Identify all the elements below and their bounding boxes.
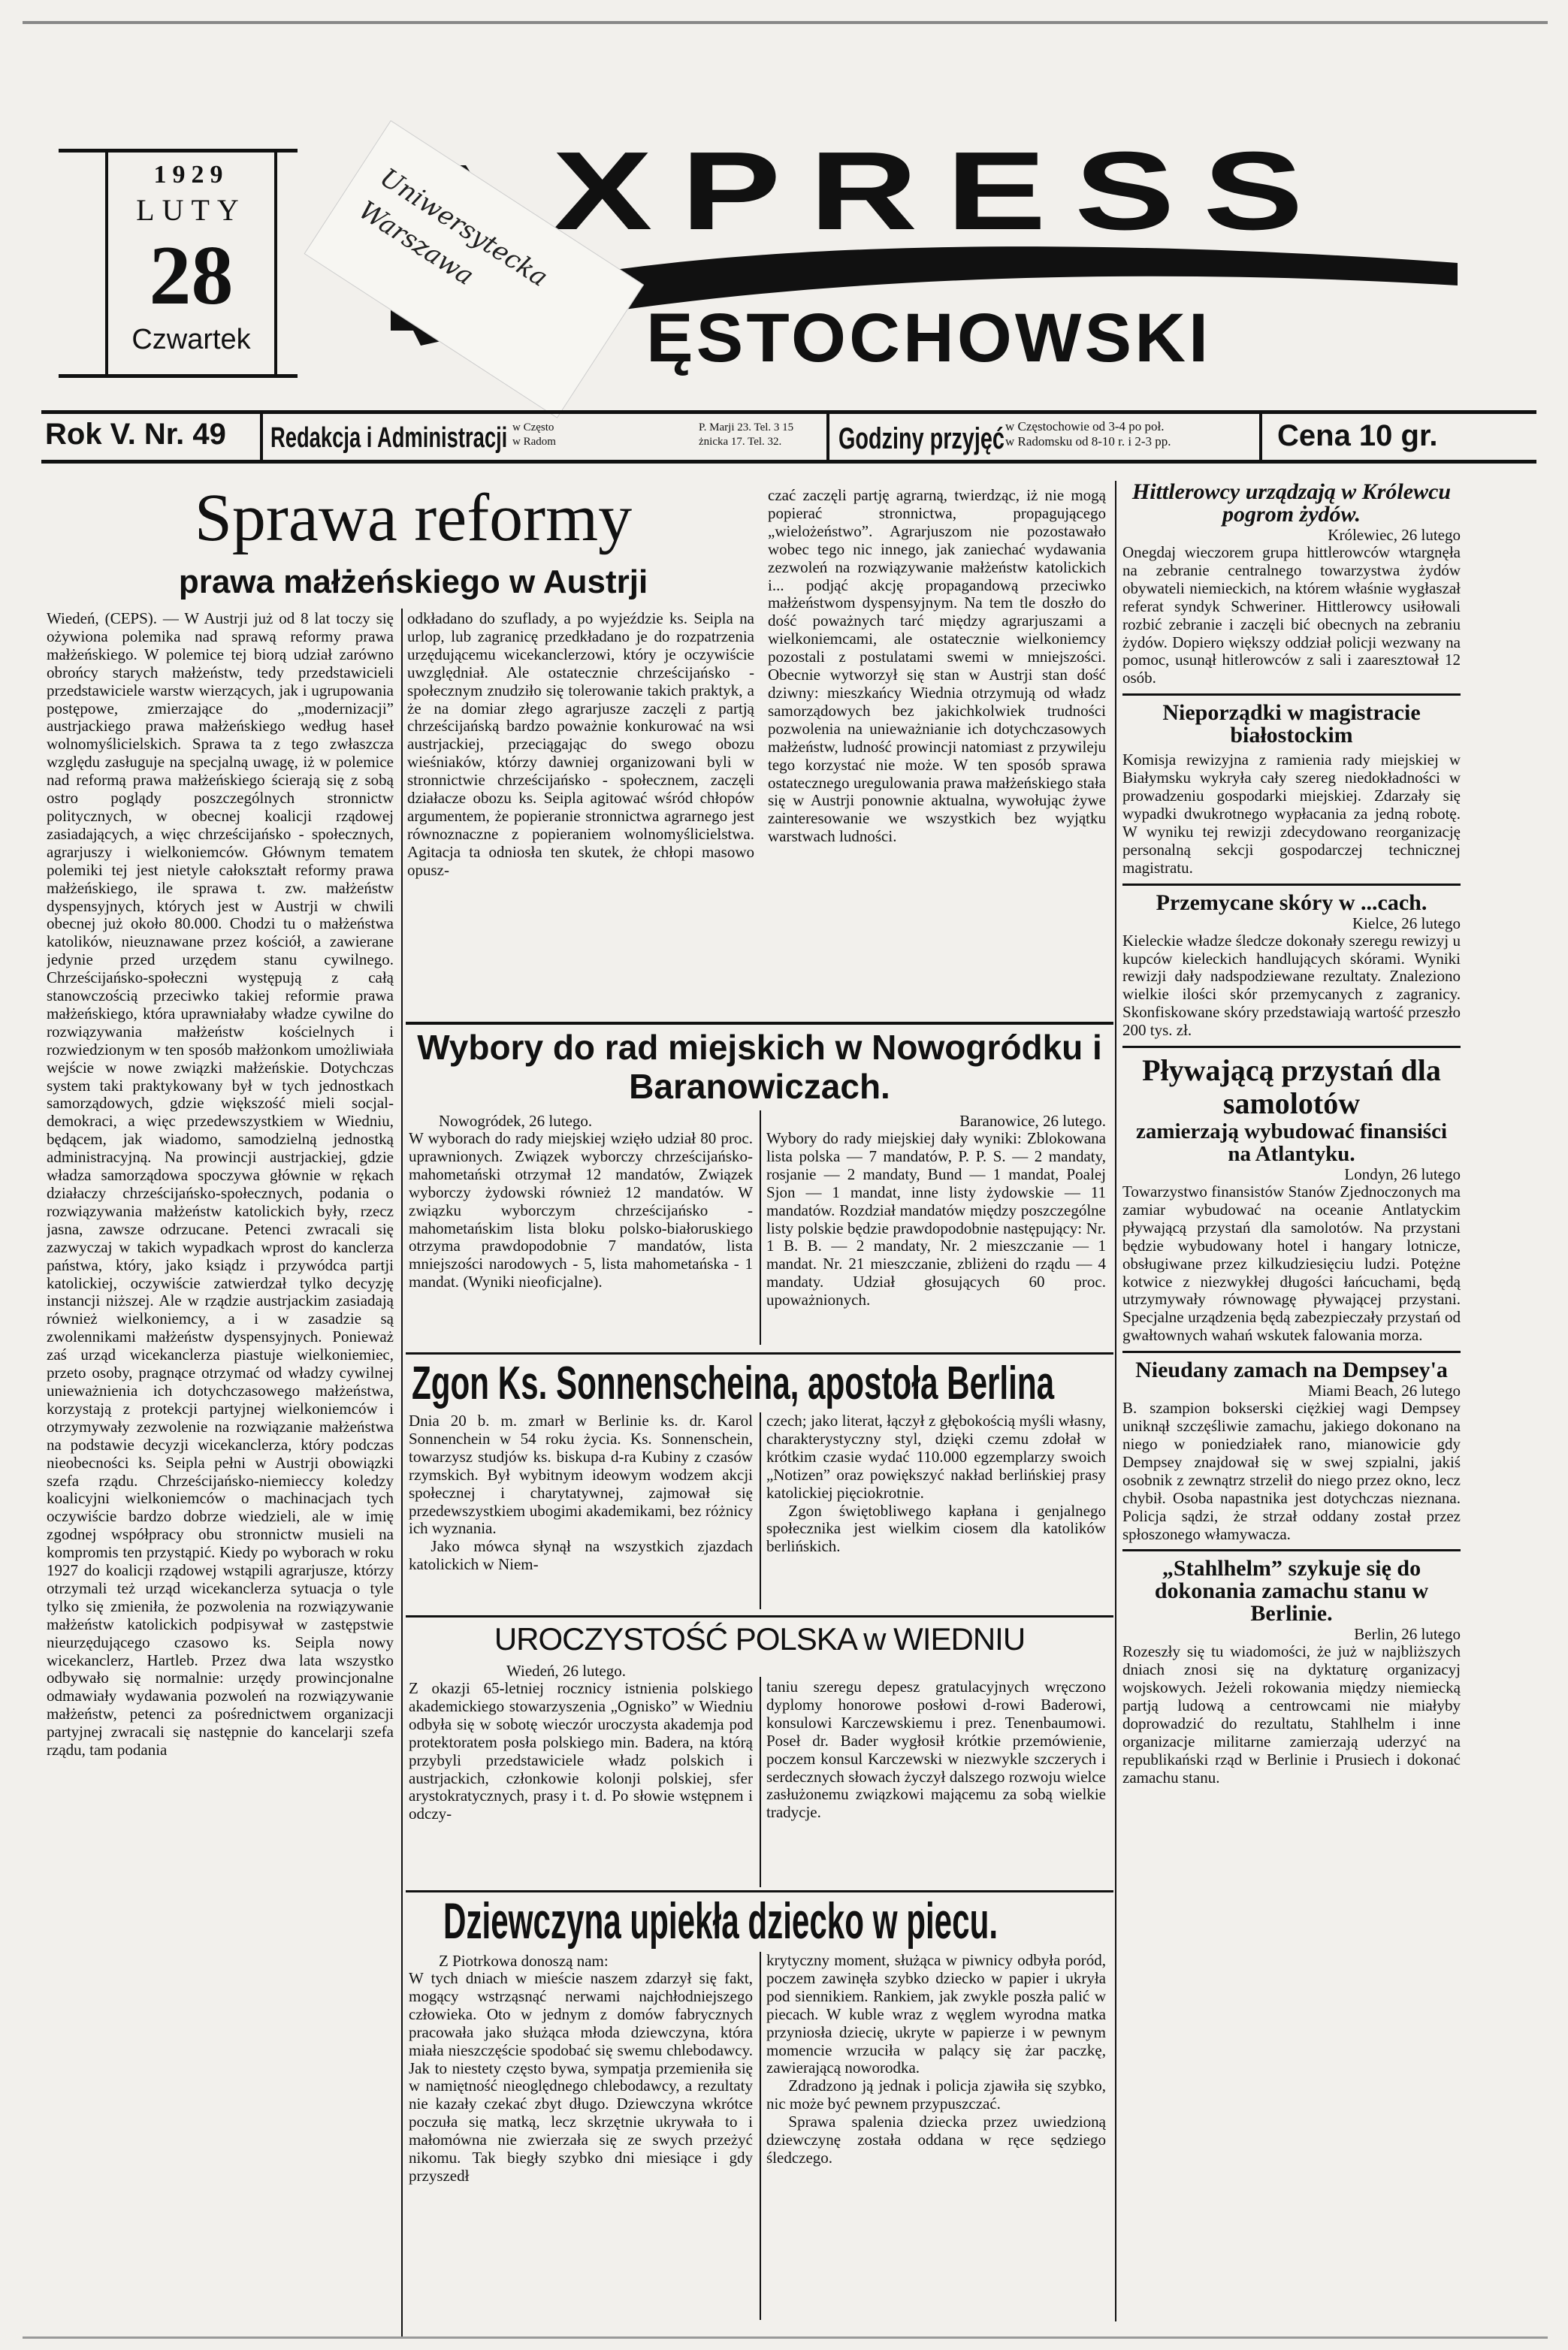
wybory-dateline-2: Baranowice, 26 lutego. [959, 1112, 1106, 1130]
hours-line-2: w Radomsku od 8-10 r. i 2-3 pp. [1005, 434, 1171, 449]
wybory-headline: Wybory do rad miejskich w Nowogródku i Baranowiczach. [417, 1028, 1102, 1106]
stahlhelm-dateline: Berlin, 26 lutego [1354, 1625, 1461, 1644]
dempsey-para: B. szampion bokserski ciężkiej wagi Dempsey uniknął szczęśliwie zamachu, jakiego dokonano na niego w poniedziałek rano, mianowicie gdy Dempsey znajdował się w swej szpialni, jakiś osobnik z zewnątrz strzelił do niego przez okno, lecz chybił. Osoba napastnika jest dotychczas nieznana. Policja sądzi, że strzał oddany został przez spłoszonego włamywacza. [1122, 1400, 1461, 1543]
hittler-para: Onegdaj wieczorem grupa hittlerowców wtargnęła na zebranie centralnego towarzystwa żydów obywateli niemieckich, na którem właśnie wygłaszał referat syndyk Schweriner. Hittlerowcy usiłowali rozbić zebranie i zaczęli bić obecnych na zebraniu żydów. Dopiero większy oddział policji wezwany na pomoc, usunął hitlerowców z sali i zaaresztował 12 osób. [1122, 544, 1461, 687]
date-rule-top [59, 149, 298, 153]
dempsey-article [1122, 1359, 1461, 1543]
addr-line-4: żnicka 17. Tel. 32. [699, 436, 782, 448]
dempsey-headline: Nieudany zamach na Dempsey'a [1135, 1358, 1448, 1383]
dempsey-body [1122, 1400, 1461, 1543]
stamp-text: Uniwersytecka Warszawa [353, 162, 554, 293]
infobar-sep-2 [826, 414, 829, 461]
col-divider-2b [760, 1412, 761, 1609]
date-day: 28 [149, 229, 234, 322]
right-sep-5 [1122, 1549, 1461, 1551]
reforma-col-1 [47, 610, 394, 2338]
przystan-headline: Pływającą przystań dla samolotów [1142, 1053, 1441, 1121]
stahlhelm-headline: „Stahlhelm” szykuje się do dokonania zamachu stanu w Berlinie. [1154, 1556, 1429, 1627]
date-rule-bottom [59, 374, 298, 378]
addr-line-1: w Często [512, 421, 554, 433]
title-bottom: ĘSTOCHOWSKI [646, 300, 1212, 376]
dziewczyna-col-2 [766, 1952, 1106, 2327]
dziewczyna-body-1: W tych dniach w mieście naszem zdarzył się fakt, mogący wstrząsnąć nerwami najchłodniejszego człowieka. Oto w jednym z domów fabrycznych pracowała jako służąca młoda dziewczyna, która miała nieszczęście spodobać się swemu chlebodawcy. Jak to niestety często bywa, sympatja przemieniła się w namiętność nieoględnego chlebodawcy, a rezultaty nie kazały czekać zbyt długo. Dziewczyna wkrótce poczuła się matką, lecz skrzętnie ukrywała to i małomówna nie zwierzała się ze swych przeżyć nikomu. Tak biegły szybko dni miesiące i gdy przyszedł [409, 1969, 753, 2185]
col-divider-2a [760, 1110, 761, 1345]
wybory-body-2: Wybory do rady miejskiej dały wyniki: Zblokowana lista polska — 7 mandatów, P. P. S. — 2 mandaty, rosjanie — 2 mandaty, Bund — 1 mandat, Poalej Sjon — 1 mandat, inne listy żydowskie — 11 mandatów. Rozdział mandatów między poszczególne listy polskie będzie prawdopodobnie następujący: Nr. 1 B. B. — 2 mandaty, Nr. 2 mieszczanie — 1 mandat. Nr. 21 mieszczanie, zbliżeni do rządu — 4 mandaty. Udział głosujących 60 proc. upoważnionych. [766, 1129, 1106, 1309]
bottom-edge [23, 2336, 1548, 2339]
uroczystosc-headline: UROCZYSTOŚĆ POLSKA w WIEDNIU [494, 1621, 1026, 1657]
skory-para: Kieleckie władze śledcze dokonały szeregu rewizyj u kupców kieleckich handlujących skórami. Wyniki rewizji dały nadspodziewane rezultaty. Znaleziono wielkie ilości skór przemycanych z zagranicy. Skonfiskowane skóry przedstawiają wartość przeszło 200 tys. zł. [1122, 932, 1461, 1040]
sonnenschein-body-1b: Jako mówca słynął na wszystkich zjazdach katolickich w Niem- [409, 1537, 753, 1574]
uroczystosc-col-2 [766, 1678, 1106, 1889]
dempsey-dateline: Miami Beach, 26 lutego [1308, 1382, 1461, 1400]
reforma-col-2 [407, 610, 754, 1016]
reforma-col1-para: Wiedeń, (CEPS). — W Austrji już od 8 lat toczy się ożywiona polemika nad sprawą reformy prawa małżeńskiego. W polemice tej biorą udział zarówno obrońcy starych małżeństw, tedy przedstawicieli przedstawiciele warstw wierzących, jak i ugrupowania postępowe, zmierzające do „modernizacji” austrjackiego prawa małżeńskiego według haseł wolnomyślicielskich. Sprawa ta z tego zwłaszcza względu zasługuje na specjalną uwagę, iż w polemice nad reformą prawa małżeńskiego ścierają się z sobą ostro poglądy poszczególnych stronnictw politycznych, w obecnej koalicji rządowej zasiadających, a więc chrześcijańsko - społecznych, agrarjuszy i wielkoniemców. Głównym tematem polemiki tej jest nietyle całokształt reformy prawa małżeńskiego, ile sprawa t. zw. małżeństw dyspensyjnych, których jest w Austrji w chwili obecnej już około 80.000. Chodzi tu o małżeństwa katolików, nieuznawane przez kościół, a zawierane jedynie przed urzędem stanu cywilnego. Chrześcijańsko-społeczni występują z całą stanowczością przeciwko takiej reformie prawa małżeńskiego, która uprawniałaby władze cywilne do rozwiązywania małżeństw kościelnych i rozwiedzionym w ten sposób małżonkom umożliwiała wejście w nowe związki małżeńskie. Dotychczas system taki praktykowany był w tych jednostkach samorządowych, gdzie większość mieli socjal-demokraci, a więc przedewszystkiem w Wiedniu, będącem, jak wiadomo, samodzielną jednostką administracyjną. Na prowincji austrjackiej, gdzie władza samorządowa spoczywa głównie w rękach działaczy chrześcijańsko-społecznych, podania o rozwiązywania małżeństw katolickich były, rzecz jasna, zawsze odrzucane. Petenci zwracali się zazwyczaj w takich wypadkach wprost do kanclerza państwa, który, jako ksiądz i przywódca partji katolickiej, oczywiście zatwierdzał tylko decyzję instancji niższej. Ale w rządzie austrjackim zasiadają również wielkoniemcy, a i w zasadzie są zwolennikami małżeństw dyspensyjnych. Ponieważ zaś urząd wicekanclerza piastuje wielkoniemiec, przeto osoby, pragnące otrzymać od władzy cywilnej unieważnienia ich dotychczasowego małżeństwa, korzystają z protekcji partyjnej wielkoniemców i otrzymywały zezwolenie na rozwiązanie małżeństwa na podstawie decyzji wicekanclerza, który podczas nieobecności ks. Seipla pełni w Austrji obowiązki szefa rządu. Chrześcijańsko-niemieccy koledzy koalicyjni wielkoniemców o machinacjach tych oczywiście bardzo dobrze wiedzieli, ale w imię zgodnej współpracy obu stronnictw musieli na kompromis ten przystąpić. Kiedy po wyborach w roku 1927 do koalicji rządowej wstąpili agrarjusze, którzy otrzymali też urząd wicekanclerza sytuacja o tyle tylko się zmieniła, że pozwolenia na rozwiązywanie małżeństw katolickich podpisywał w zastępstwie nieurzędującego czasowo ks. Seipla nowy wicekanclerz, Hartleb. Przez dwa lata wszystko odbywało się normalnie: urzędy prowincjonalne odmawiały wydawania pozwoleń na rozwiązywanie małżeństw, petenci za pośrednictwem organizacji partyjnej zwracali się następnie do kancelarji szefa rządu, tam podania [47, 610, 394, 1759]
dziewczyna-body-2a: krytyczny moment, służąca w piwnicy odbyła poród, poczem zawinęła szybko dziecko w papier i ukryła pod siennikiem. Rankiem, jak zwykle poszła palić w piecach. W kuble wraz z węglem wyrodna matka przyniosła dziecię, ukryte w papierze i w pewnym momencie wrzuciła w palący się żar paczkę, zawierającą noworodka. [766, 1952, 1106, 2077]
addr-right [699, 421, 793, 449]
skory-headline: Przemycane skóry w ...cach. [1156, 890, 1428, 915]
hittler-headline: Hittlerowcy urządzają w Królewcu pogrom żydów. [1131, 479, 1452, 527]
infobar-sep-3 [1259, 414, 1262, 461]
sonnenschein-col-1 [409, 1412, 753, 1611]
right-sep-1 [1122, 693, 1461, 696]
issue-number: Rok V. Nr. 49 [45, 418, 226, 451]
stahlhelm-para: Rozeszły się tu wiadomości, że już w najbliższych dniach znosi się na dyktaturę organizacyj wojskowych. Jeżeli rokowania między niemiecką partją ludową a centrowcami nie miałyby doprowadzić do rezultatu, Stahlhelm i inne organizacje militarne zamierzają uderzyć na republikański rząd w Berlinie i Prusiech i dokonać zamachu stanu. [1122, 1643, 1461, 1787]
uroczystosc-col-1 [409, 1662, 753, 1887]
date-year: 1929 [153, 161, 229, 189]
sonnenschein-body-2a: czech; jako literat, łączył z głębokością myśli własny, charakterystyczny styl, dzięki czemu zdołał w krótkim czasie wydać 110.000 egzemplarzy swoich „Notizen” oraz powiększyć nakład berlińskiej prasy katolickiej pięciokrotnie. [766, 1412, 1106, 1502]
dziewczyna-body-2b: Zdradzono ją jednak i policja zjawiła się szybko, nic może być pewnem przypuszczać. [766, 2077, 1106, 2113]
hittler-dateline: Królewiec, 26 lutego [1328, 526, 1461, 544]
uroczystosc-body-1: Z okazji 65-letniej rocznicy istnienia polskiego akademickiego stowarzyszenia „Ognisko” w Wiedniu odbyła się w sobotę wieczór uroczysta akademja pod protektoratem posła polskiego min. Badera, na którą przybyli przedstawiciele władz polskich i austrjackich, członkowie kolonji polskiej, sfer arystokratycznych, prasy i t. d. Po słowie wstępnem i odczy- [409, 1679, 753, 1823]
col-divider-2d [760, 1952, 761, 2320]
addr-line-3: P. Marji 23. Tel. 3 15 [699, 421, 794, 433]
wybory-dateline-1: Nowogródek, 26 lutego. [439, 1112, 593, 1130]
dziewczyna-dateline: Z Piotrkowa donoszą nam: [439, 1952, 609, 1970]
infobar-rule-bottom [41, 460, 1536, 464]
przystan-subhead: zamierzają wybudować finansiści na Atlantyku. [1135, 1119, 1448, 1167]
skory-dateline: Kielce, 26 lutego [1352, 914, 1461, 932]
reforma-col3-para: czać zaczęli partję agrarną, twierdząc, iż nie mogą popierać stronnictwa, propagującego „wielożeństwo”. Agrarjuszom nie pozostawało wobec tego nic innego, jak zaniechać wydawania zezwoleń na rozwiązywanie małżeństw katolickich i... podjąć akcję propagandową przeciwko małżeństwom dyspensyjnym. Na tem tle doszło do dość poważnych tarć między agrarjuszami a wielkoniemcami, ale ostatecznie wielkoniemcy pozostali z postulatami swemi w mniejszości. Obecnie wytworzył się stan w Austrji stan dość dziwny: mieszkańcy Wiednia otrzymują od władz samorządowych bez jakichkolwiek trudności pozwolenia na unieważnianie ich dotychczasowych małżeństw, ludność prowincji natomiast z przywileju tego korzystać nie może. W ten sposób sprawa ostatecznego uregulowania prawa małżeńskiego stała się w Austrji ponownie aktualna, wywołując żywe zainteresowanie we wszystkich bez wyjątku warstwach ludności. [768, 487, 1106, 846]
dziewczyna-headline: Dziewczyna upiekła dziecko w piecu. [443, 1892, 999, 1950]
addr-left [512, 421, 556, 449]
wybory-body-1: W wyborach do rady miejskiej wzięło udział 80 proc. uprawnionych. Związek wyborczy chrześcijańsko-mahometański otrzymał 12 mandatów, Związek wyborczy żydowski również 12 mandatów. W związku wyborczym chrześcijańsko - mahometańskim lista bloku polsko-białoruskiego otrzyma prawdopodobnie 7 mandatów, lista mniejszości narodowych - 5, lista mahometańska - 1 mandat. (Wyniki nieoficjalne). [409, 1129, 753, 1291]
col-divider-3 [1115, 481, 1116, 2321]
col-divider-2c [760, 1677, 761, 1887]
bialystok-para: Komisja rewizyjna z ramienia rady miejskiej w Białymsku wykryła cały szereg niedokładności w prowadzeniu gospodarki miejskiej. Zdarzały się wypadki dwukrotnego wypłacania za jedną robotę. W wyniku tej rewizji zdecydowano reorganizację personalną sekcji gospodarczej technicznej magistratu. [1122, 751, 1461, 877]
dziewczyna-col-1 [409, 1952, 753, 2327]
wybory-col-2 [766, 1112, 1106, 1345]
hours [1005, 419, 1171, 449]
addr-line-2: w Radom [512, 436, 556, 448]
date-box [108, 161, 274, 356]
uroczystosc-top-rule [406, 1615, 1113, 1618]
sonnenschein-body-1a: Dnia 20 b. m. zmarł w Berlinie ks. dr. Karol Sonnenchein w 54 roku życia. Ks. Sonnenschein, towarzysz studjów ks. biskupa d-ra Kubiny z czasów rzymskich. Był wybitnym ideowym wodzem akcji społecznej i charytatywnej, zajmował się przedewszystkiem ubogimi akademikami, bez różnicy ich wyznania. [409, 1412, 753, 1538]
reforma-col2-para: odkładano do szuflady, a po wyjeździe ks. Seipla na urlop, lub zagranicę przedkładano je do rozpatrzenia urzędującemu wicekanclerzowi, który je oczywiście uwzględniał. Ale ostatecznie chrześcijańsko - społecznym znudziło się tolerowanie takich praktyk, a że na domiar złego agrarjusze zaczęli z partją chrześcijańską bardzo poważnie konkurować na wsi austrjackiej, przeciągając do swego obozu wieśniaków, którzy dawniej organizowani byli w stronnictwie chrześcijańsko - społecznem, zaczęli działacze obozu ks. Seipla agitować wśród chłopów argumentem, że popieranie stronnictwa agrarnego jest równoznaczne z popieraniem wolnomyślicielstwa. Agitacja ta odniosła ten skutek, że chłopi masowo opusz- [407, 610, 754, 879]
wybory-top-rule [406, 1022, 1113, 1025]
przystan-body [1122, 1183, 1461, 1345]
skory-article [1122, 892, 1461, 1040]
right-column [1122, 481, 1461, 1787]
infobar-rule-top [41, 410, 1536, 414]
przystan-para: Towarzystwo finansistów Stanów Zjednoczonych ma zamiar wybudować na oceanie Antlatyckim pływającą przystań dla samolotów. Na przystani będzie wybudowany hotel i hangary lotnicze, obsługiwane przez kilkudziesięciu ludzi. Potężne kotwice z niezwykłej długości łańcuchami, będą utrzymywały równowagę pływającej przystani. Specjalne urządzenia będą zabezpieczały przystań od gwałtownych wahań wskutek falowania morza. [1122, 1183, 1461, 1345]
godziny-label: Godziny przyjęć [838, 422, 1005, 455]
bialystok-article [1122, 702, 1461, 877]
sonnenschein-col-2 [766, 1412, 1106, 1611]
date-rule-right [274, 149, 277, 378]
przystan-dateline: Londyn, 26 lutego [1344, 1165, 1461, 1184]
right-sep-3 [1122, 1046, 1461, 1048]
top-edge [23, 21, 1548, 24]
date-weekday: Czwartek [131, 324, 251, 355]
uroczystosc-dateline: Wiedeń, 26 lutego. [506, 1662, 626, 1680]
reforma-headline: Sprawa reformy [194, 481, 633, 555]
hittler-article [1122, 481, 1461, 687]
reforma-col-3 [768, 487, 1106, 1016]
right-sep-2 [1122, 884, 1461, 886]
stahlhelm-article [1122, 1557, 1461, 1787]
skory-body [1122, 932, 1461, 1040]
infobar-sep-1 [260, 414, 263, 461]
dziewczyna-body-2c: Sprawa spalenia dziecka przez uwiedzioną dziewczynę została oddana w ręce sędziego śledczego. [766, 2113, 1106, 2167]
price: Cena 10 gr. [1277, 419, 1438, 452]
hittler-body [1122, 544, 1461, 687]
przystan-article [1122, 1054, 1461, 1345]
hours-line-1: w Częstochowie od 3-4 po poł. [1005, 419, 1165, 433]
date-month: LUTY [136, 193, 246, 227]
uroczystosc-body-2: taniu szeregu depesz gratulacyjnych wręczono dyplomy honorowe posłowi d-rowi Baderowi, konsulowi Karczewskiemu i prez. Tenenbaumowi. Poseł dr. Bader wygłosił krótkie przemówienie, poczem konsul Karczewski w niezwykle szczerych i serdecznych słowach życzył dalszego rozwoju wielce zasłużonemu związkowi mającemu za sobą wielkie tradycje. [766, 1678, 1106, 1822]
stahlhelm-body [1122, 1643, 1461, 1787]
title-top: XPRESS [552, 129, 1332, 253]
right-sep-4 [1122, 1351, 1461, 1353]
col-divider-1 [401, 609, 403, 2336]
bialystok-body [1122, 751, 1461, 877]
sonnenschein-body-2b: Zgon świętobliwego kapłana i genjalnego społecznika jest wielkim ciosem dla katolików berlińskich. [766, 1501, 1106, 1556]
redakcja-label: Redakcja i Administracji [270, 422, 508, 454]
reforma-subhead: prawa małżeńskiego w Austrji [178, 563, 648, 600]
bialystok-headline: Nieporządki w magistracie białostockim [1162, 700, 1421, 748]
wybory-col-1 [409, 1112, 753, 1345]
sonnenschein-top-rule [406, 1352, 1113, 1355]
sonnenschein-headline: Zgon Ks. Sonnenscheina, apostoła Berlina [412, 1358, 1055, 1409]
